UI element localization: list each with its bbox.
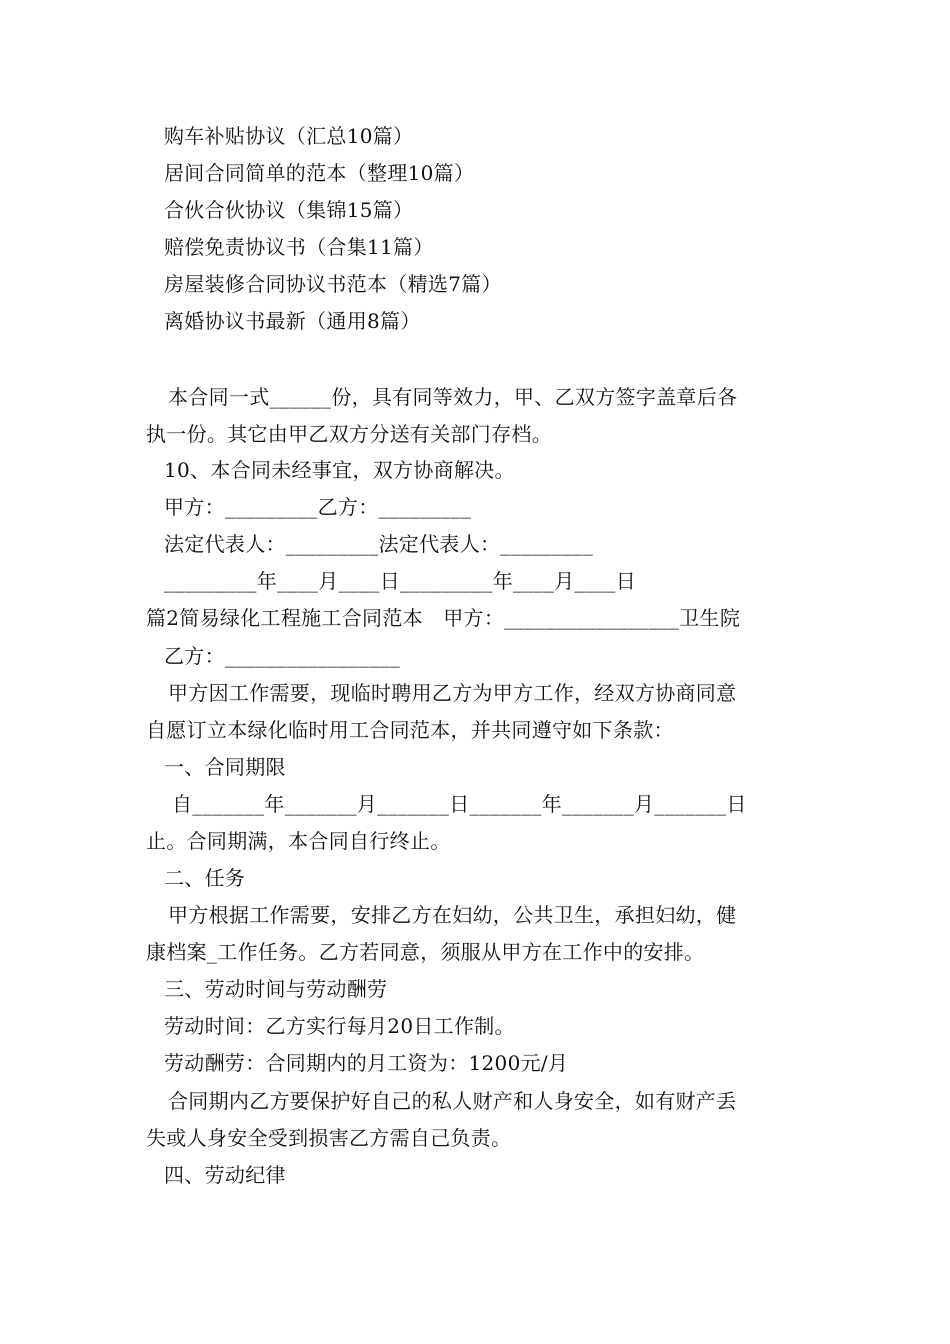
related-link[interactable]: 离婚协议书最新（通用8篇） [164, 309, 421, 333]
party-b-line: 乙方：_________________ [164, 644, 400, 668]
paragraph-copies-line1: 本合同一式______份，具有同等效力，甲、乙双方签字盖章后各 [168, 385, 738, 409]
heading-work-time-pay: 三、劳动时间与劳动酬劳 [164, 977, 388, 1001]
intro-line1: 甲方因工作需要，现临时聘用乙方为甲方工作，经双方协商同意 [168, 681, 737, 705]
heading-labor-discipline: 四、劳动纪律 [164, 1163, 286, 1187]
related-link[interactable]: 合伙合伙协议（集锦15篇） [164, 198, 414, 222]
term-line1: 自_______年_______月_______日_______年_______月_______日 [172, 792, 747, 816]
date-line: _________年____月____日_________年____月____日 [164, 569, 636, 593]
related-link[interactable]: 赔偿免责协议书（合集11篇） [164, 235, 434, 259]
safety-line2: 失或人身安全受到损害乙方需自己负责。 [146, 1126, 512, 1150]
safety-line1: 合同期内乙方要保护好自己的私人财产和人身安全，如有财产丢 [168, 1089, 737, 1113]
work-time-line: 劳动时间：乙方实行每月20日工作制。 [164, 1014, 515, 1038]
term-line2: 止。合同期满，本合同自行终止。 [146, 829, 451, 853]
task-line2: 康档案_工作任务。乙方若同意，须服从甲方在工作中的安排。 [146, 940, 705, 964]
clause-10: 10、本合同未经事宜，双方协商解决。 [164, 458, 515, 482]
pay-line: 劳动酬劳：合同期内的月工资为：1200元/月 [164, 1051, 569, 1075]
related-link[interactable]: 房屋装修合同协议书范本（精选7篇） [164, 272, 502, 296]
party-signature-line: 甲方：_________乙方：_________ [164, 495, 472, 519]
intro-line2: 自愿订立本绿化临时用工合同范本，并共同遵守如下条款： [146, 718, 674, 742]
heading-contract-term: 一、合同期限 [164, 755, 286, 779]
paragraph-copies-line2: 执一份。其它由甲乙双方分送有关部门存档。 [146, 422, 552, 446]
legal-rep-line: 法定代表人：_________法定代表人：_________ [164, 532, 593, 556]
task-line1: 甲方根据工作需要，安排乙方在妇幼，公共卫生，承担妇幼，健 [168, 903, 737, 927]
heading-task: 二、任务 [164, 866, 246, 890]
section-2-header: 篇2简易绿化工程施工合同范本 甲方：_________________卫生院 [146, 606, 741, 630]
related-link[interactable]: 购车补贴协议（汇总10篇） [164, 124, 414, 148]
related-link[interactable]: 居间合同简单的范本（整理10篇） [164, 161, 475, 185]
